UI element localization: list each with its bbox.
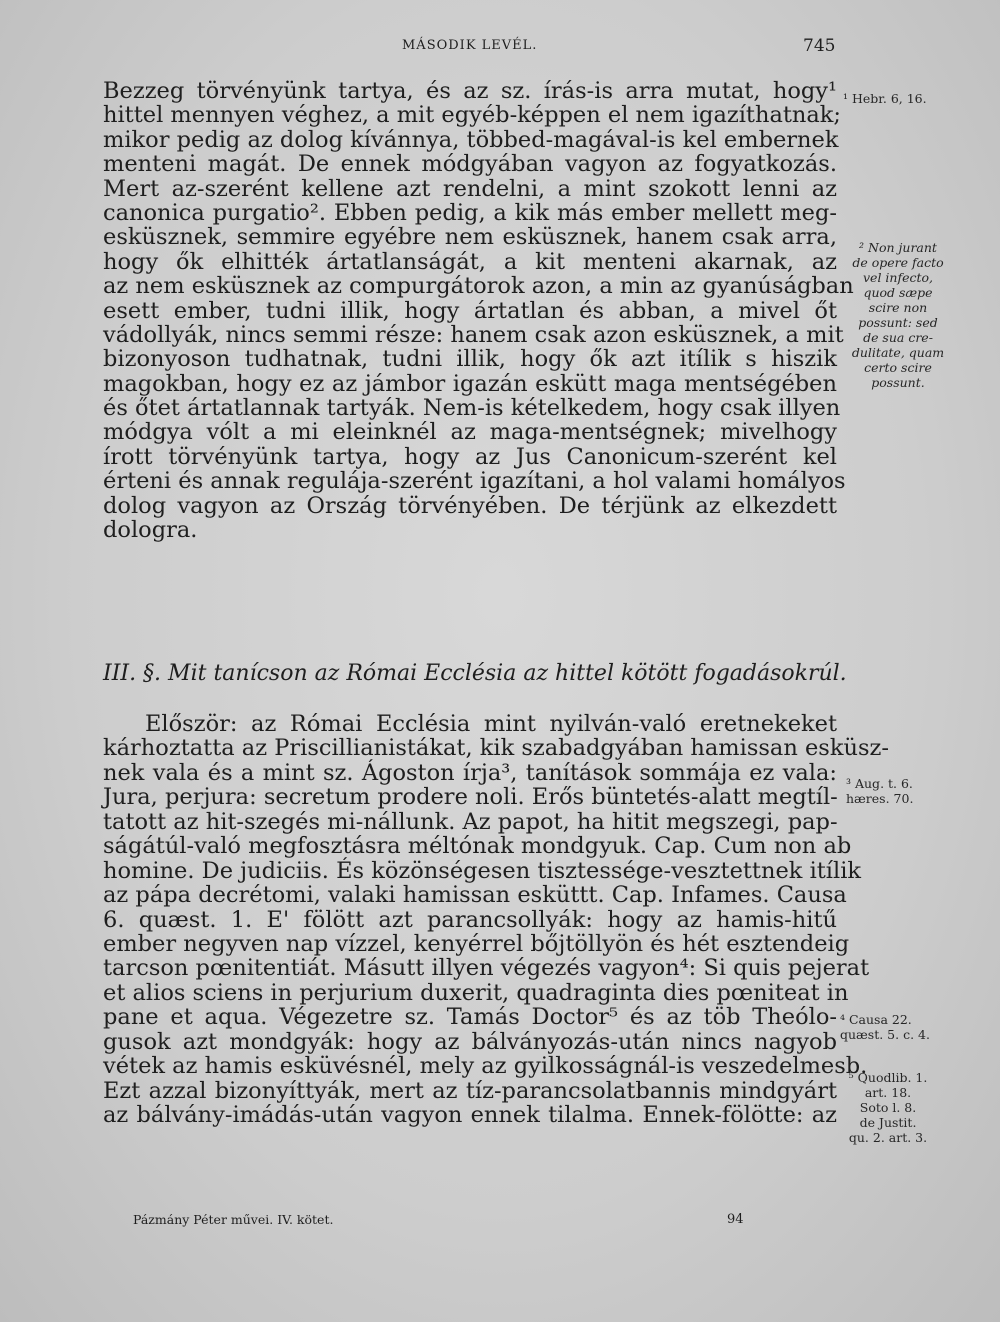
margin-note-line: ¹ Hebr. 6, 16. [843,91,927,106]
text-line: az bálvány-imádás-után vagyon ennek tilalma. Ennek-fölötte: az [103,1102,837,1128]
margin-note-1 [843,91,927,106]
text-line: tatott az hit-szegés mi-nállunk. Az papot, ha hitit megszegi, pap- [103,808,838,835]
margin-note-5 [840,1070,936,1145]
margin-note-line: possunt. [871,375,925,390]
text-line: dologra. [103,517,198,544]
margin-note-line: quod sæpe [863,285,933,300]
text-line: 6. quæst. 1. E' fölött azt parancsollyák: hogy az hamis-hitű [103,906,837,933]
text-line: Először: az Római Ecclésia mint nyilván-való eretnekeket [145,711,837,737]
text-line: hittel mennyen véghez, a mit egyéb-képpen el nem igazíthatnak; [103,102,842,129]
text-line: esett ember, tudni illik, hogy ártatlan és abban, a mivel őt [103,297,837,324]
text-line: ember negyven nap vízzel, kenyérrel bőjtöllyön és hét esztendeig [103,930,850,957]
text-line: vétek az hamis esküvésnél, mely az gyilkosságnál-is veszedelmesb. [103,1053,868,1080]
text-line: az nem esküsznek az compurgátorok azon, a min az gyanúságban [103,273,854,300]
text-line: magokban, hogy ez az jámbor igazán eskütt maga mentségében [103,370,837,397]
margin-note-line: de Justit. [859,1115,917,1130]
margin-note-line: de sua cre- [863,330,933,345]
margin-note-4 [840,1012,930,1042]
margin-note-line: art. 18. [864,1085,912,1100]
text-line: et alios sciens in perjurium duxerit, quadraginta dies pœniteat in [103,979,849,1006]
margin-note-line: dulitate, quam [851,345,945,360]
margin-note-line: ² Non jurant [859,240,937,255]
margin-note-line: hæres. 70. [846,791,914,806]
footer-work-title: Pázmány Péter művei. IV. kötet. [133,1212,334,1227]
margin-note-3 [846,776,913,806]
margin-note-line: quæst. 5. c. 4. [840,1027,930,1042]
margin-note-line: ³ Aug. t. 6. [846,776,913,791]
text-line: hogy ők elhitték ártatlanságát, a kit menteni akarnak, az [103,248,837,275]
page-footer [0,1212,1000,1232]
text-line: írott törvényünk tartya, hogy az Jus Canonicum-szerént kel [103,443,837,470]
section-heading: III. §. Mit tanícson az Római Ecclésia az hittel kötött fogadásokrúl. [103,661,847,686]
page-number: 745 [803,36,836,56]
text-line: mikor pedig az dolog kívánnya, többed-magával-is kel embernek [103,126,839,153]
running-head-title: MÁSODIK LEVÉL. [402,38,538,53]
text-line: Jura, perjura: secretum prodere noli. Erős büntetés-alatt megtíl- [103,784,838,811]
footer-signature: 94 [727,1212,744,1227]
body-text-block-1 [103,78,854,544]
margin-note-line: scire non [868,300,928,315]
text-line: és őtet ártatlannak tartyák. Nem-is kételkedem, hogy csak illyen [103,395,841,422]
text-line: esküsznek, semmire egyébre nem esküsznek, hanem csak arra, [103,224,837,251]
text-line: kárhoztatta az Priscillianistákat, kik szabadgyában hamissan esküsz- [103,735,889,762]
margin-note-2 [842,240,954,390]
margin-note-line: vel infecto, [862,270,934,285]
running-head [0,38,1000,62]
text-line: canonica purgatio². Ebben pedig, a kik más ember mellett meg- [103,199,837,226]
text-line: tarcson pœnitentiát. Másutt illyen végezés vagyon⁴: Si quis pejerat [103,955,870,982]
text-line: nek vala és a mint sz. Ágoston írja³, tanítások sommája ez vala: [103,759,837,786]
margin-note-line: Soto l. 8. [859,1100,917,1115]
text-line: Mert az-szerént kellene azt rendelni, a mint szokott lenni az [103,175,837,202]
margin-note-line: de opere facto [852,255,944,270]
margin-note-line: ⁵ Quodlib. 1. [848,1070,928,1085]
text-line: Ezt azzal bizonyíttyák, mert az tíz-parancsolatbannis mindgyárt [103,1077,837,1104]
margin-note-line: qu. 2. art. 3. [848,1130,928,1145]
text-line: az pápa decrétomi, valaki hamissan esküttt. Cap. Infames. Causa [103,882,847,909]
text-line: Bezzeg törvényünk tartya, és az sz. írás-is arra mutat, hogy¹ [103,78,837,104]
text-line: menteni magát. De ennek módgyában vagyon az fogyatkozás. [103,151,837,178]
margin-note-line: ⁴ Causa 22. [840,1012,912,1027]
text-line: ságátúl-való megfosztásra méltónak mondgyuk. Cap. Cum non ab [103,833,852,860]
text-line: gusok azt mondgyák: hogy az bálványozás-után nincs nagyob [103,1028,837,1055]
text-line: pane et aqua. Végezetre sz. Tamás Doctor⁵ és az töb Theólo- [103,1004,837,1031]
margin-note-line: certo scire [864,360,932,375]
text-line: homine. De judiciis. És közönségesen tisztessége-vesztettnek itílik [103,857,862,884]
text-line: módgya vólt a mi eleinknél az maga-mentségnek; mivelhogy [103,419,837,446]
text-line: vádollyák, nincs semmi része: hanem csak azon esküsznek, a mit [103,321,844,348]
text-line: bizonyoson tudhatnak, tudni illik, hogy ők azt itílik s hiszik [103,346,837,373]
text-line: dolog vagyon az Ország törvényében. De térjünk az elkezdett [103,492,837,519]
text-line: érteni és annak regulája-szerént igazítani, a hol valami homályos [103,468,846,495]
margin-note-line: possunt: sed [858,315,938,330]
